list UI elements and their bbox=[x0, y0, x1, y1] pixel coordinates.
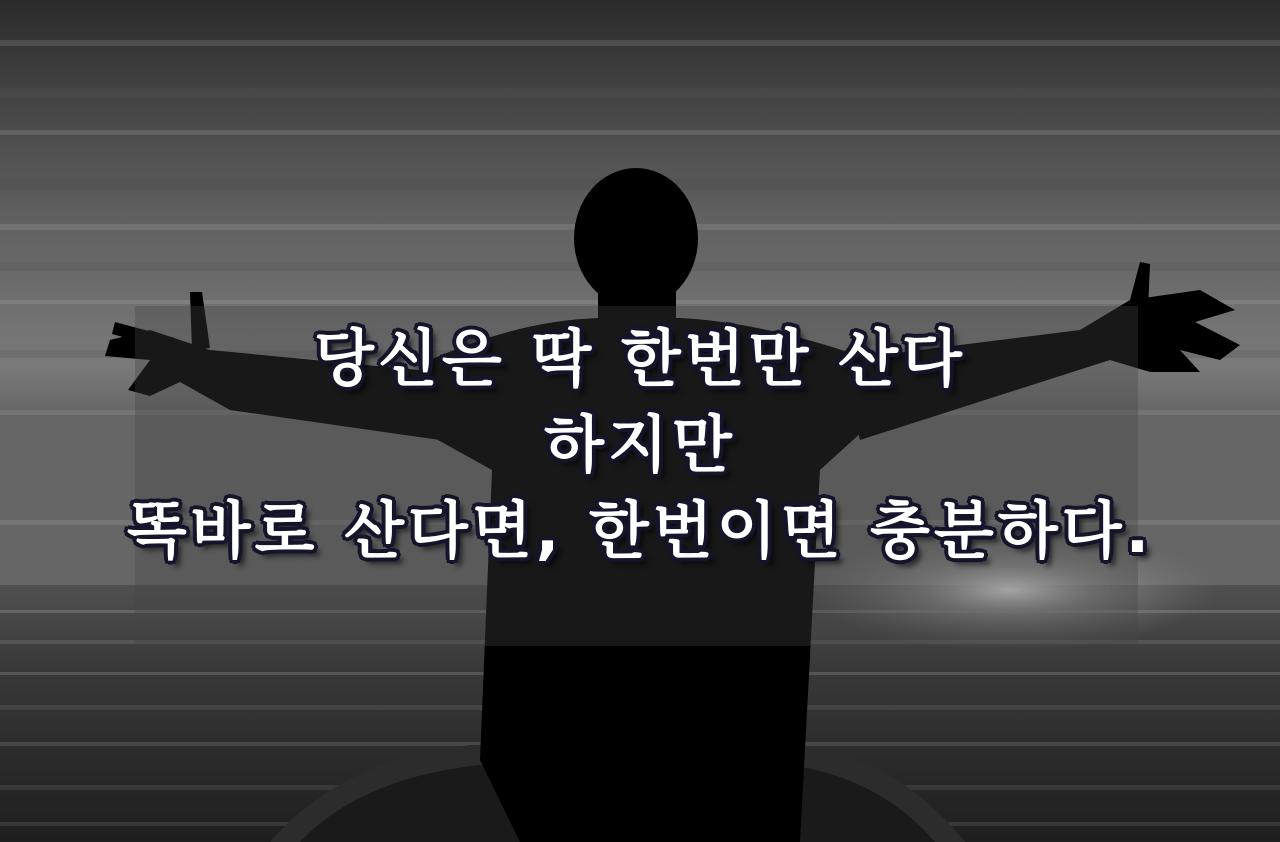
quote-line-3: 똑바로 산다면, 한번이면 충분하다. bbox=[126, 494, 1154, 567]
quote-line-2: 하지만 bbox=[544, 408, 736, 481]
quote-line-1: 당신은 딱 한번만 산다 bbox=[314, 322, 966, 395]
quote-text bbox=[0, 316, 1280, 574]
